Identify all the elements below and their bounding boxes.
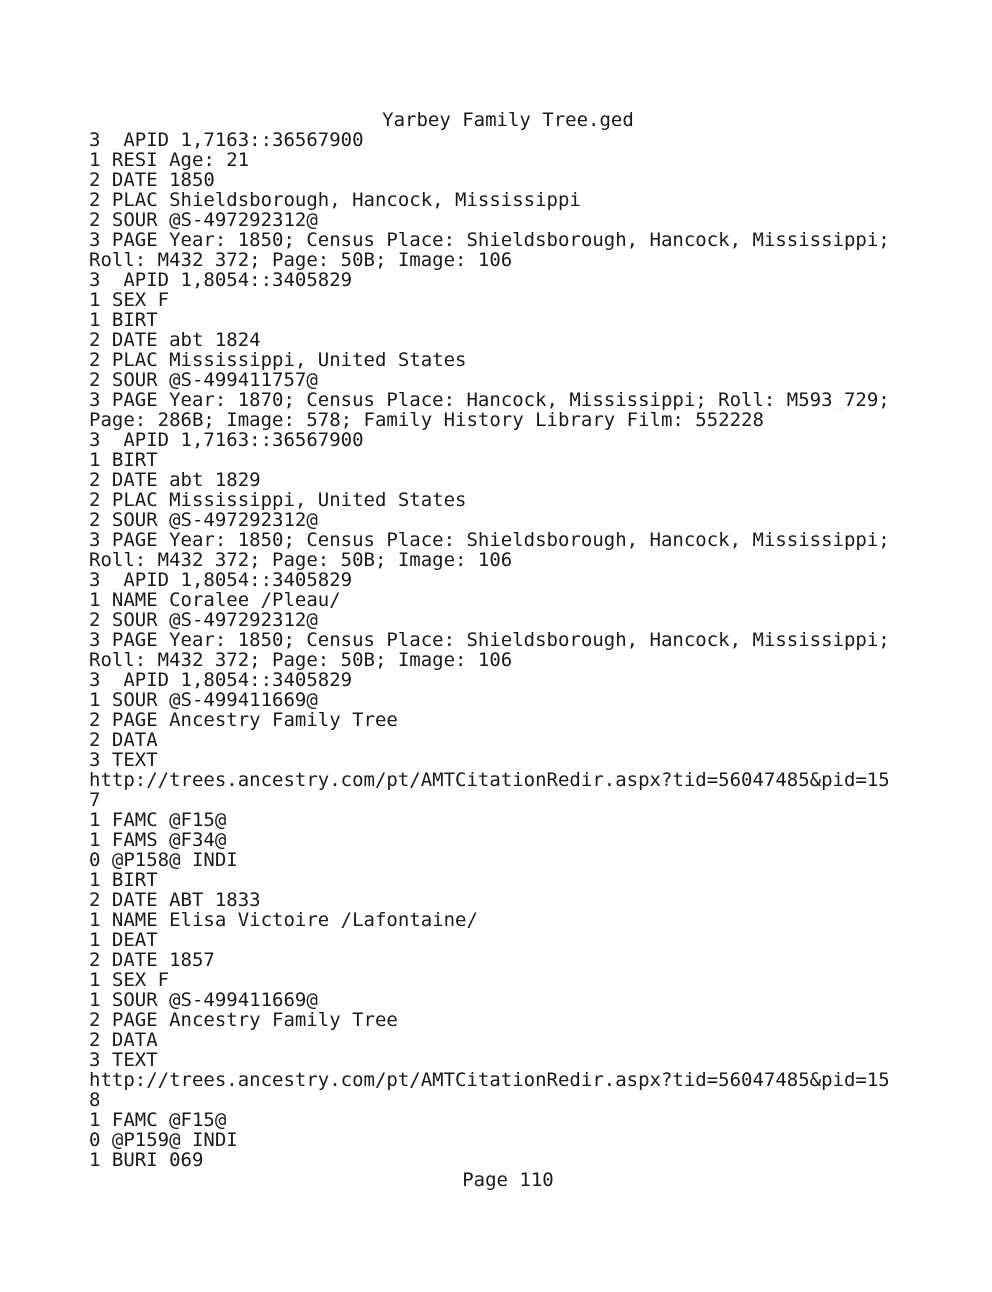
- text-line: 1 DEAT: [89, 930, 158, 950]
- text-line: 1 BIRT: [89, 310, 158, 330]
- text-line: 1 BIRT: [89, 870, 158, 890]
- text-line: 2 PLAC Mississippi, United States: [89, 350, 467, 370]
- text-line: 1 BIRT: [89, 450, 158, 470]
- text-line: 2 PAGE Ancestry Family Tree: [89, 1010, 398, 1030]
- text-line: 3 PAGE Year: 1870; Census Place: Hancock, Mississippi; Roll: M593_729;: [89, 390, 890, 410]
- text-line: 1 FAMC @F15@: [89, 810, 227, 830]
- text-line: Page: 286B; Image: 578; Family History Library Film: 552228: [89, 410, 764, 430]
- text-line: 1 FAMS @F34@: [89, 830, 227, 850]
- text-line: 2 DATA: [89, 730, 158, 750]
- document-title: Yarbey Family Tree.ged: [382, 109, 634, 131]
- text-line: 1 NAME Elisa Victoire /Lafontaine/: [89, 910, 478, 930]
- text-line: 2 DATE 1850: [89, 170, 215, 190]
- text-line: 1 FAMC @F15@: [89, 1110, 227, 1130]
- text-line: 2 DATE abt 1824: [89, 330, 261, 350]
- text-line: 1 RESI Age: 21: [89, 150, 250, 170]
- text-line: 3 PAGE Year: 1850; Census Place: Shieldsborough, Hancock, Mississippi;: [89, 230, 890, 250]
- text-line: 3 TEXT: [89, 750, 158, 770]
- text-line: 3 PAGE Year: 1850; Census Place: Shieldsborough, Hancock, Mississippi;: [89, 630, 890, 650]
- text-line: 1 SEX F: [89, 290, 170, 310]
- text-line: 2 PLAC Shieldsborough, Hancock, Mississippi: [89, 190, 581, 210]
- text-line: 2 SOUR @S-497292312@: [89, 210, 318, 230]
- text-line: 1 SEX F: [89, 970, 170, 990]
- text-line: 2 SOUR @S-499411757@: [89, 370, 318, 390]
- text-line: 2 DATE ABT 1833: [89, 890, 261, 910]
- page-number: Page 110: [462, 1169, 554, 1191]
- text-line: 0 @P159@ INDI: [89, 1130, 238, 1150]
- text-line: 3 _APID 1,7163::36567900: [89, 430, 364, 450]
- text-line: http://trees.ancestry.com/pt/AMTCitationRedir.aspx?tid=56047485&pid=15: [89, 770, 890, 790]
- text-line: 3 _APID 1,8054::3405829: [89, 270, 353, 290]
- text-line: 8: [89, 1090, 101, 1110]
- text-line: 2 DATE 1857: [89, 950, 215, 970]
- text-line: 2 DATA: [89, 1030, 158, 1050]
- text-line: 3 _APID 1,8054::3405829: [89, 570, 353, 590]
- text-line: Roll: M432_372; Page: 50B; Image: 106: [89, 550, 513, 570]
- text-line: 7: [89, 790, 101, 810]
- text-line: 0 @P158@ INDI: [89, 850, 238, 870]
- text-line: 2 PLAC Mississippi, United States: [89, 490, 467, 510]
- text-line: Roll: M432_372; Page: 50B; Image: 106: [89, 250, 513, 270]
- text-line: 1 SOUR @S-499411669@: [89, 690, 318, 710]
- text-line: 3 TEXT: [89, 1050, 158, 1070]
- text-line: 2 SOUR @S-497292312@: [89, 510, 318, 530]
- text-line: 2 DATE abt 1829: [89, 470, 261, 490]
- text-line: 3 PAGE Year: 1850; Census Place: Shieldsborough, Hancock, Mississippi;: [89, 530, 890, 550]
- text-line: 1 SOUR @S-499411669@: [89, 990, 318, 1010]
- text-line: Roll: M432_372; Page: 50B; Image: 106: [89, 650, 513, 670]
- gedcom-text-body: [89, 130, 929, 1170]
- text-line: http://trees.ancestry.com/pt/AMTCitationRedir.aspx?tid=56047485&pid=15: [89, 1070, 890, 1090]
- text-line: 1 NAME Coralee /Pleau/: [89, 590, 341, 610]
- text-line: 3 _APID 1,8054::3405829: [89, 670, 353, 690]
- text-line: 3 _APID 1,7163::36567900: [89, 130, 364, 150]
- text-line: 1 BURI 069: [89, 1150, 204, 1170]
- text-line: 2 PAGE Ancestry Family Tree: [89, 710, 398, 730]
- text-line: 2 SOUR @S-497292312@: [89, 610, 318, 630]
